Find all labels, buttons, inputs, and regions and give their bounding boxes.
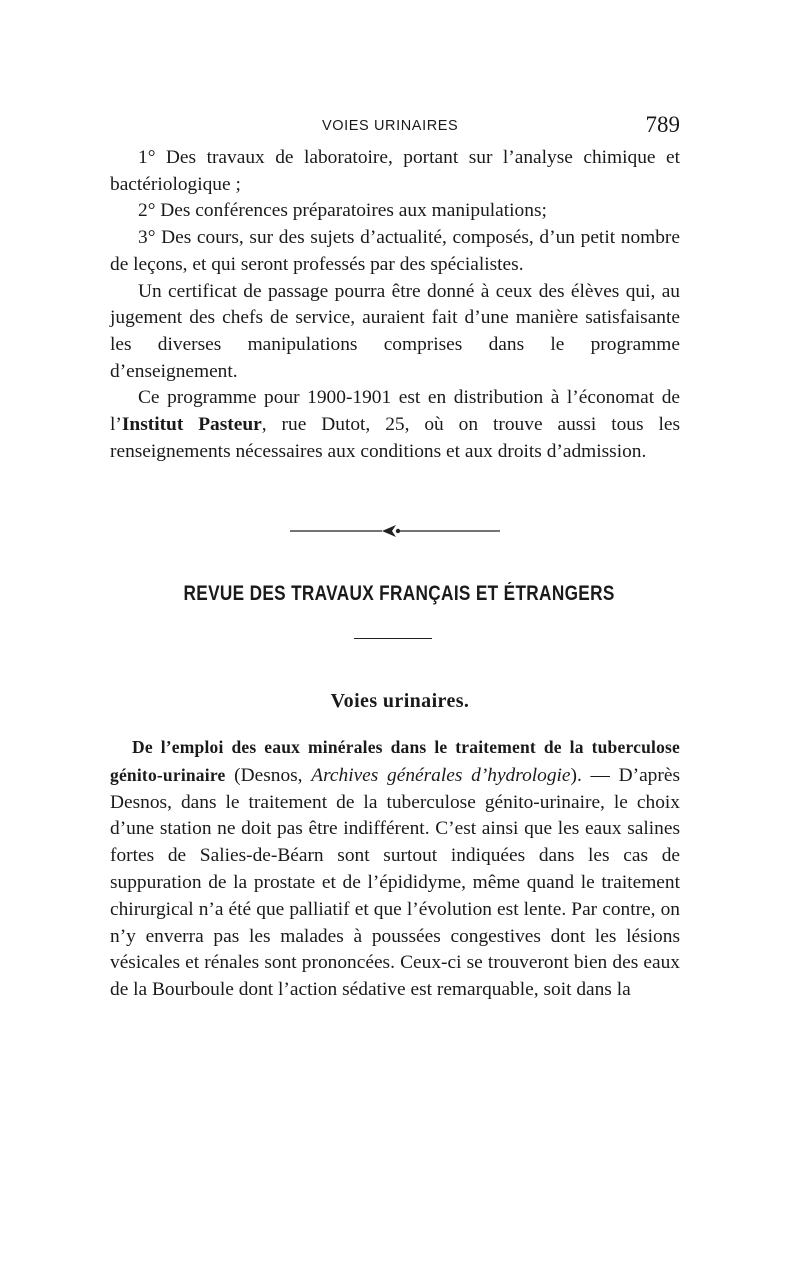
paragraph-laboratory: 1° Des travaux de laboratoire, portant sur l’analyse chimique et bactériologique ;	[110, 147, 680, 195]
article-paragraph	[110, 734, 680, 1004]
article	[110, 734, 680, 1004]
journal-name: Archives générales d’hydrologie	[311, 764, 571, 786]
programme-text-start: Ce programme pour 1900-1901 est en distribution à l’économat de l’	[110, 387, 680, 436]
page-number: 789	[645, 112, 680, 137]
intro-text	[110, 145, 680, 465]
ornament-divider	[290, 520, 500, 540]
programme-text-end: , rue Dutot, 25, où on trouve aussi tous les renseignements nécessaires aux conditions et aux droits d’admission.	[110, 414, 680, 462]
section-heading: REVUE DES TRAVAUX FRANÇAIS ET ÉTRANGERS	[183, 582, 615, 605]
article-citation-close: ).	[570, 764, 582, 786]
institut-pasteur: Institut Pasteur	[121, 414, 262, 436]
running-title: VOIES URINAIRES	[322, 118, 459, 134]
paragraph-conferences: 2° Des conférences préparatoires aux manipulations;	[138, 200, 547, 222]
paragraph-certificate: Un certificat de passage pourra être donné à ceux des élèves qui, au jugement des chefs de service, auraient fait d’une manière satisfaisante les diverses manipulations comprises dans le programme d’enseignement.	[110, 280, 680, 382]
section-rule	[354, 638, 432, 639]
subsection-heading: Voies urinaires.	[330, 690, 470, 712]
article-title: De l’emploi des eaux minérales dans le traitement de la tuberculose génito-urinaire	[110, 737, 680, 785]
paragraph-programme	[110, 385, 680, 465]
page-header	[110, 112, 680, 142]
article-citation-open: (Desnos,	[225, 764, 312, 786]
article-text: — D’après Desnos, dans le traitement de la tuberculose génito-urinaire, le choix d’une station ne doit pas être indifférent. C’est ainsi que les eaux salines fortes de Salies-de-Béarn sont surtout indiquées dans les cas de suppuration de la prostate et de l’épididyme, même quand le traitement chirurgical n’a été que palliatif et que l’évolution est lente. Par contre, on n’y enverra pas les malades à poussées congestives dont les lésions vésicales et rénales sont prononcées. Ceux-ci se trouveront bien des eaux de la Bourboule dont l’action sédative est remarquable, soit dans la	[110, 764, 680, 1001]
paragraph-courses: 3° Des cours, sur des sujets d’actualité, composés, d’un petit nombre de leçons, et qui seront professés par des spécialistes.	[110, 227, 680, 275]
